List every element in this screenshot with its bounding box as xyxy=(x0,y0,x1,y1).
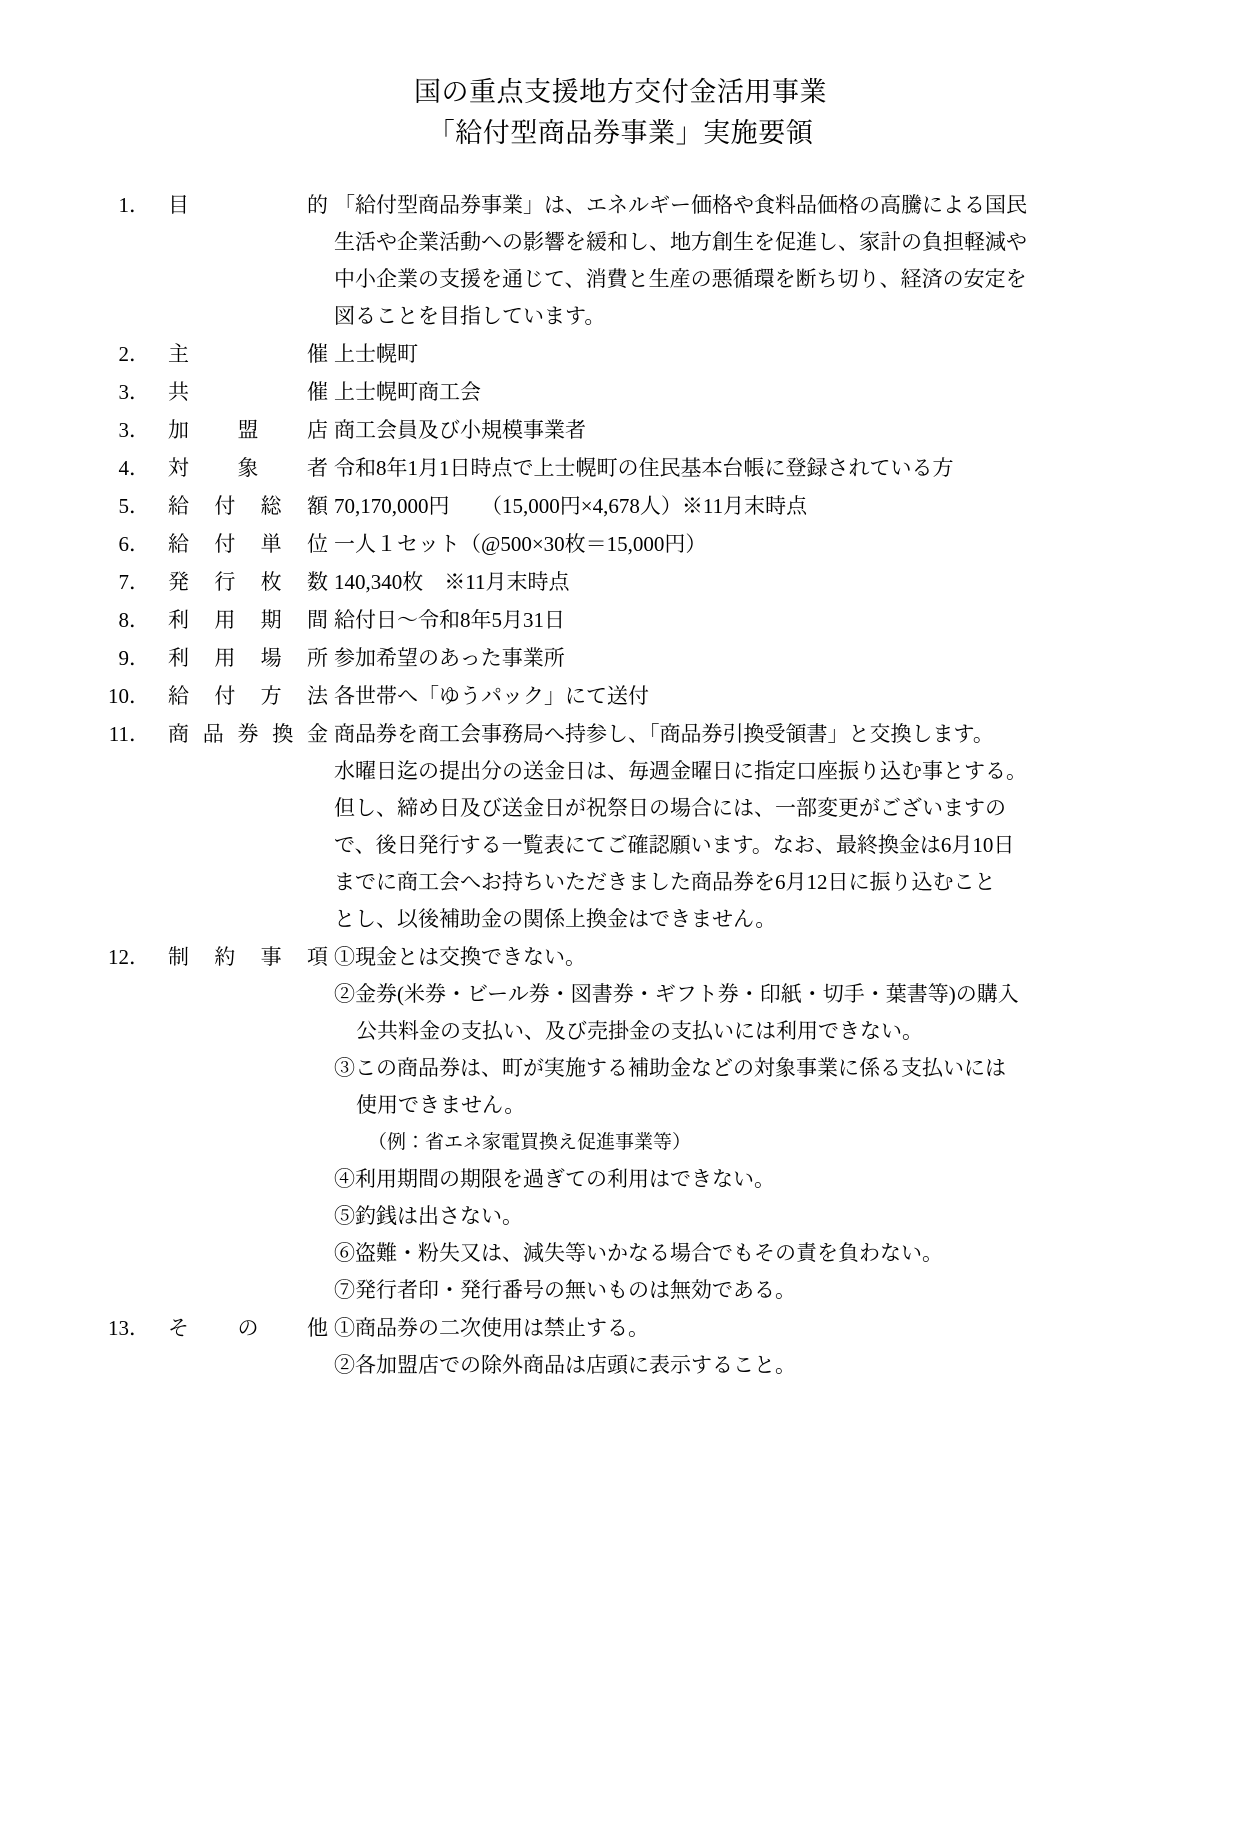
section-label xyxy=(150,602,334,639)
section-number: 10． xyxy=(108,684,150,708)
content-line: 140,340枚 ※11月末時点 xyxy=(334,570,570,594)
content-line: 生活や企業活動への影響を緩和し、地方創生を促進し、家計の負担軽減や xyxy=(334,230,1027,254)
section-content xyxy=(334,412,1161,449)
section-label xyxy=(150,374,334,411)
content-line: ⑤釣銭は出さない。 xyxy=(334,1204,523,1228)
document-page xyxy=(0,72,1241,1827)
label-char: 額 xyxy=(306,494,328,518)
label-char: 法 xyxy=(306,684,328,708)
content-line: で、後日発行する一覧表にてご確認願います。なお、最終換金は6月10日 xyxy=(334,833,1015,857)
label-char: 付 xyxy=(214,532,236,556)
section-label xyxy=(150,450,334,487)
section-row xyxy=(104,640,1161,677)
document-body xyxy=(0,187,1241,1384)
content-line: 一人１セット（@500×30枚＝15,000円） xyxy=(334,532,707,556)
section-row xyxy=(104,450,1161,487)
section-content xyxy=(334,374,1161,411)
section-number: 3． xyxy=(118,380,150,404)
section-number: 1． xyxy=(118,193,150,217)
section-label xyxy=(150,716,334,753)
section-content xyxy=(334,336,1161,373)
title-line-1: 国の重点支援地方交付金活用事業 xyxy=(413,77,828,107)
section-label xyxy=(150,678,334,715)
label-char: 単 xyxy=(260,532,282,556)
content-line: ②金券(米券・ビール券・図書券・ギフト券・印紙・切手・葉書等)の購入 xyxy=(334,982,1019,1006)
content-line: 但し、締め日及び送金日が祝祭日の場合には、一部変更がございますの xyxy=(334,796,1006,820)
label-char: 目 xyxy=(168,193,189,217)
label-char: の xyxy=(237,1316,259,1340)
content-line: ③この商品券は、町が実施する補助金などの対象事業に係る支払いには xyxy=(334,1056,1006,1080)
label-char: 枚 xyxy=(260,570,282,594)
label-char: 位 xyxy=(306,532,328,556)
content-line: 使用できません。 xyxy=(356,1093,526,1117)
content-line: 図ることを目指しています。 xyxy=(334,304,606,328)
section-label xyxy=(150,564,334,601)
label-char: 加 xyxy=(168,418,189,442)
section-number: 8． xyxy=(118,608,150,632)
label-char: 行 xyxy=(214,570,236,594)
section-number: 2． xyxy=(118,342,150,366)
label-char: 項 xyxy=(306,945,328,969)
label-char: 用 xyxy=(214,646,236,670)
label-char: 対 xyxy=(168,456,189,480)
label-char: 事 xyxy=(260,945,282,969)
content-line: 上士幌町 xyxy=(334,342,418,366)
label-char: 象 xyxy=(237,456,259,480)
section-row xyxy=(104,564,1161,601)
content-line: ①現金とは交換できない。 xyxy=(334,945,586,969)
section-content xyxy=(334,526,1161,563)
label-char: 発 xyxy=(168,570,189,594)
section-label xyxy=(150,640,334,677)
section-number: 9． xyxy=(118,646,150,670)
section-row xyxy=(104,336,1161,373)
label-char: 共 xyxy=(168,380,189,404)
content-line: 70,170,000円 （15,000円×4,678人）※11月末時点 xyxy=(334,494,808,518)
label-char: 盟 xyxy=(237,418,259,442)
section-content xyxy=(334,716,1161,938)
section-row xyxy=(104,602,1161,639)
label-char: 利 xyxy=(168,646,189,670)
content-line: ②各加盟店での除外商品は店頭に表示すること。 xyxy=(334,1353,796,1377)
section-row xyxy=(104,1310,1161,1384)
section-content xyxy=(334,1310,1161,1384)
title-line-2: 「給付型商品券事業」実施要領 xyxy=(427,117,814,148)
section-content xyxy=(334,602,1161,639)
content-line: 参加希望のあった事業所 xyxy=(334,646,565,670)
section-row xyxy=(104,412,1161,449)
label-char: 券 xyxy=(237,722,259,746)
label-char: 所 xyxy=(306,646,328,670)
label-char: 用 xyxy=(214,608,236,632)
label-char: 的 xyxy=(307,193,328,217)
label-char: 金 xyxy=(307,722,328,746)
label-char: 品 xyxy=(202,722,224,746)
section-content xyxy=(334,187,1161,335)
section-row xyxy=(104,488,1161,525)
label-char: そ xyxy=(168,1316,189,1340)
label-char: 付 xyxy=(214,684,236,708)
section-label xyxy=(150,939,334,976)
label-char: 者 xyxy=(307,456,328,480)
content-line: 商品券を商工会事務局へ持参し、「商品券引換受領書」と交換します。 xyxy=(334,722,994,746)
label-char: 催 xyxy=(307,380,328,404)
section-number: 13． xyxy=(108,1316,150,1340)
content-line: ⑦発行者印・発行番号の無いものは無効である。 xyxy=(334,1278,796,1302)
content-line: 各世帯へ「ゆうパック」にて送付 xyxy=(334,684,649,708)
label-char: 給 xyxy=(168,684,189,708)
label-char: 店 xyxy=(307,418,328,442)
label-char: 約 xyxy=(214,945,236,969)
section-number: 4． xyxy=(118,456,150,480)
content-line: 令和8年1月1日時点で上士幌町の住民基本台帳に登録されている方 xyxy=(334,456,954,480)
label-char: 換 xyxy=(272,722,294,746)
content-line: （例：省エネ家電買換え促進事業等） xyxy=(368,1132,692,1153)
label-char: 給 xyxy=(168,532,189,556)
section-label xyxy=(150,488,334,525)
section-number: 5． xyxy=(118,494,150,518)
content-line: とし、以後補助金の関係上換金はできません。 xyxy=(334,907,777,931)
content-line: 中小企業の支援を通じて、消費と生産の悪循環を断ち切り、経済の安定を xyxy=(334,267,1027,291)
label-char: 間 xyxy=(306,608,328,632)
section-row xyxy=(104,716,1161,938)
label-char: 数 xyxy=(306,570,328,594)
content-line: 公共料金の支払い、及び売掛金の支払いには利用できない。 xyxy=(356,1019,923,1043)
content-line: 「給付型商品券事業」は、エネルギー価格や食料品価格の高騰による国民 xyxy=(334,193,1027,217)
section-label xyxy=(150,1310,334,1347)
section-row xyxy=(104,939,1161,1309)
label-char: 制 xyxy=(168,945,189,969)
section-label xyxy=(150,412,334,449)
section-content xyxy=(334,564,1161,601)
section-number: 7． xyxy=(118,570,150,594)
label-char: 期 xyxy=(260,608,282,632)
section-row xyxy=(104,187,1161,335)
section-row xyxy=(104,526,1161,563)
section-number: 11． xyxy=(108,722,150,746)
label-char: 付 xyxy=(214,494,236,518)
label-char: 催 xyxy=(307,342,328,366)
section-number: 12． xyxy=(108,945,150,969)
document-title xyxy=(0,72,1241,153)
section-row xyxy=(104,374,1161,411)
content-line: ⑥盗難・粉失又は、減失等いかなる場合でもその責を負わない。 xyxy=(334,1241,943,1265)
section-label xyxy=(150,187,334,224)
content-line: までに商工会へお持ちいただきました商品券を6月12日に振り込むこと xyxy=(334,870,996,894)
content-line: ①商品券の二次使用は禁止する。 xyxy=(334,1316,649,1340)
label-char: 方 xyxy=(260,684,282,708)
section-content xyxy=(334,640,1161,677)
label-char: 他 xyxy=(307,1316,328,1340)
label-char: 利 xyxy=(168,608,189,632)
section-number: 6． xyxy=(118,532,150,556)
content-line: 水曜日迄の提出分の送金日は、毎週金曜日に指定口座振り込む事とする。 xyxy=(334,759,1027,783)
section-label xyxy=(150,336,334,373)
label-char: 総 xyxy=(260,494,282,518)
content-line: 商工会員及び小規模事業者 xyxy=(334,418,586,442)
content-line: 上士幌町商工会 xyxy=(334,380,481,404)
content-line: ④利用期間の期限を過ぎての利用はできない。 xyxy=(334,1167,775,1191)
content-line: 給付日〜令和8年5月31日 xyxy=(334,608,565,632)
section-content xyxy=(334,678,1161,715)
section-label xyxy=(150,526,334,563)
label-char: 商 xyxy=(168,722,189,746)
label-char: 給 xyxy=(168,494,189,518)
section-number: 3． xyxy=(118,418,150,442)
section-content xyxy=(334,450,1161,487)
section-row xyxy=(104,678,1161,715)
section-content xyxy=(334,488,1161,525)
section-content xyxy=(334,939,1161,1309)
label-char: 場 xyxy=(260,646,282,670)
label-char: 主 xyxy=(168,342,189,366)
